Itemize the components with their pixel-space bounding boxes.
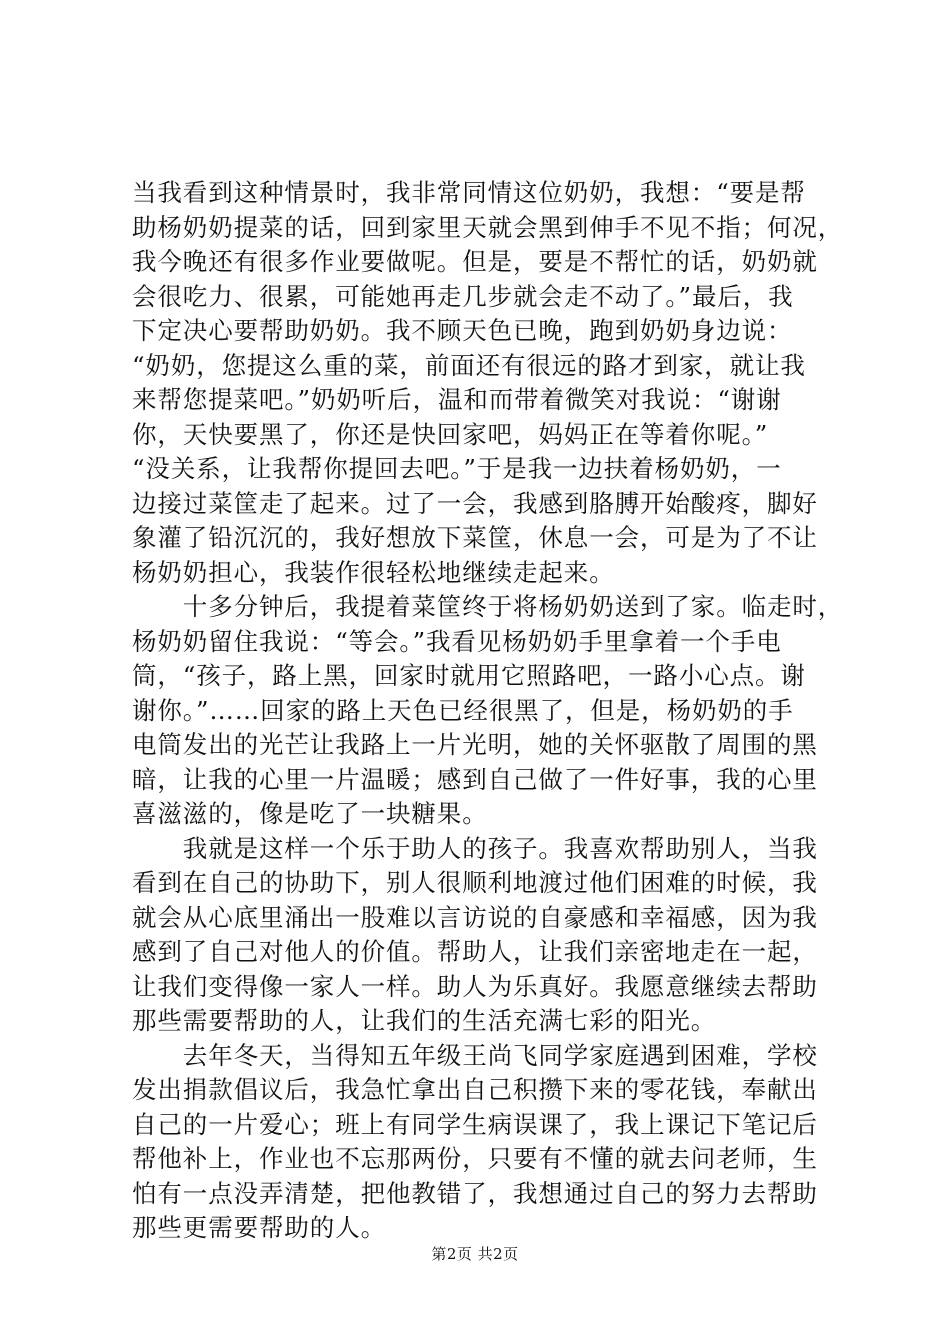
text-line: 当我看到这种情景时，我非常同情这位奶奶，我想：“要是帮 xyxy=(132,178,806,207)
paragraph-start-line: 去年冬天，当得知五年级王尚飞同学家庭遇到困难，学校 xyxy=(132,1040,818,1070)
text-line: 会很吃力、很累，可能她再走几步就会走不动了。”最后，我 xyxy=(132,281,794,311)
text-line: “奶奶，您提这么重的菜，前面还有很远的路才到家，就让我 xyxy=(132,350,806,380)
text-line: 发出捐款倡议后，我急忙拿出自己积攒下来的零花钱，奉献出 xyxy=(132,1075,818,1104)
text-line: 边接过菜筐走了起来。过了一会，我感到胳膊开始酸疼，脚好 xyxy=(132,488,818,518)
text-line: 喜滋滋的，像是吃了一块糖果。 xyxy=(132,799,488,828)
text-line: 象灌了铅沉沉的，我好想放下菜筐，休息一会，可是为了不让 xyxy=(132,523,818,552)
text-line: 感到了自己对他人的价值。帮助人，让我们亲密地走在一起， xyxy=(132,937,818,966)
page-footer: 第2页 共2页 xyxy=(431,1245,519,1263)
paragraph-start-line: 我就是这样一个乐于助人的孩子。我喜欢帮助别人，当我 xyxy=(132,833,818,863)
text-line: 我今晚还有很多作业要做呢。但是，要是不帮忙的话，奶奶就 xyxy=(132,247,818,276)
text-line: 自己的一片爱心；班上有同学生病误课了，我上课记下笔记后 xyxy=(132,1109,818,1139)
text-line: 谢你。”……回家的路上天色已经很黑了，但是，杨奶奶的手 xyxy=(132,695,794,725)
text-line: 看到在自己的协助下，别人很顺利地渡过他们困难的时候，我 xyxy=(132,868,818,897)
text-line: 来帮您提菜吧。”奶奶听后，温和而带着微笑对我说：“谢谢 xyxy=(132,385,782,414)
text-line: 就会从心底里涌出一股难以言访说的自豪感和幸福感，因为我 xyxy=(132,902,818,932)
text-line: 怕有一点没弄清楚，把他教错了，我想通过自己的努力去帮助 xyxy=(132,1178,818,1208)
text-line: 你，天快要黑了，你还是快回家吧，妈妈正在等着你呢。” xyxy=(132,419,769,449)
text-line: 暗，让我的心里一片温暖；感到自己做了一件好事，我的心里 xyxy=(132,764,818,794)
paragraph-start-line: 十多分钟后，我提着菜筐终于将杨奶奶送到了家。临走时， xyxy=(132,592,844,621)
text-line: 杨奶奶留住我说：“等会。”我看见杨奶奶手里拿着一个手电 xyxy=(132,626,782,656)
text-line: 那些需要帮助的人，让我们的生活充满七彩的阳光。 xyxy=(132,1006,717,1035)
text-line: 杨奶奶担心，我装作很轻松地继续走起来。 xyxy=(132,557,615,587)
body-text xyxy=(132,176,844,1246)
text-line: 助杨奶奶提菜的话，回到家里天就会黑到伸手不见不指；何况， xyxy=(132,212,844,242)
text-line: 帮他补上，作业也不忘那两份，只要有不懂的就去问老师，生 xyxy=(132,1144,818,1173)
text-line: 电筒发出的光芒让我路上一片光明，她的关怀驱散了周围的黑 xyxy=(132,730,818,759)
text-line: 让我们变得像一家人一样。助人为乐真好。我愿意继续去帮助 xyxy=(132,971,818,1001)
text-line: 那些更需要帮助的人。 xyxy=(132,1213,386,1242)
text-line: 筒，“孩子，路上黑，回家时就用它照路吧，一路小心点。谢 xyxy=(132,661,806,690)
text-line: 下定决心要帮助奶奶。我不顾天色已晚，跑到奶奶身边说： xyxy=(132,316,793,345)
text-line: “没关系，让我帮你提回去吧。”于是我一边扶着杨奶奶，一 xyxy=(132,454,782,483)
